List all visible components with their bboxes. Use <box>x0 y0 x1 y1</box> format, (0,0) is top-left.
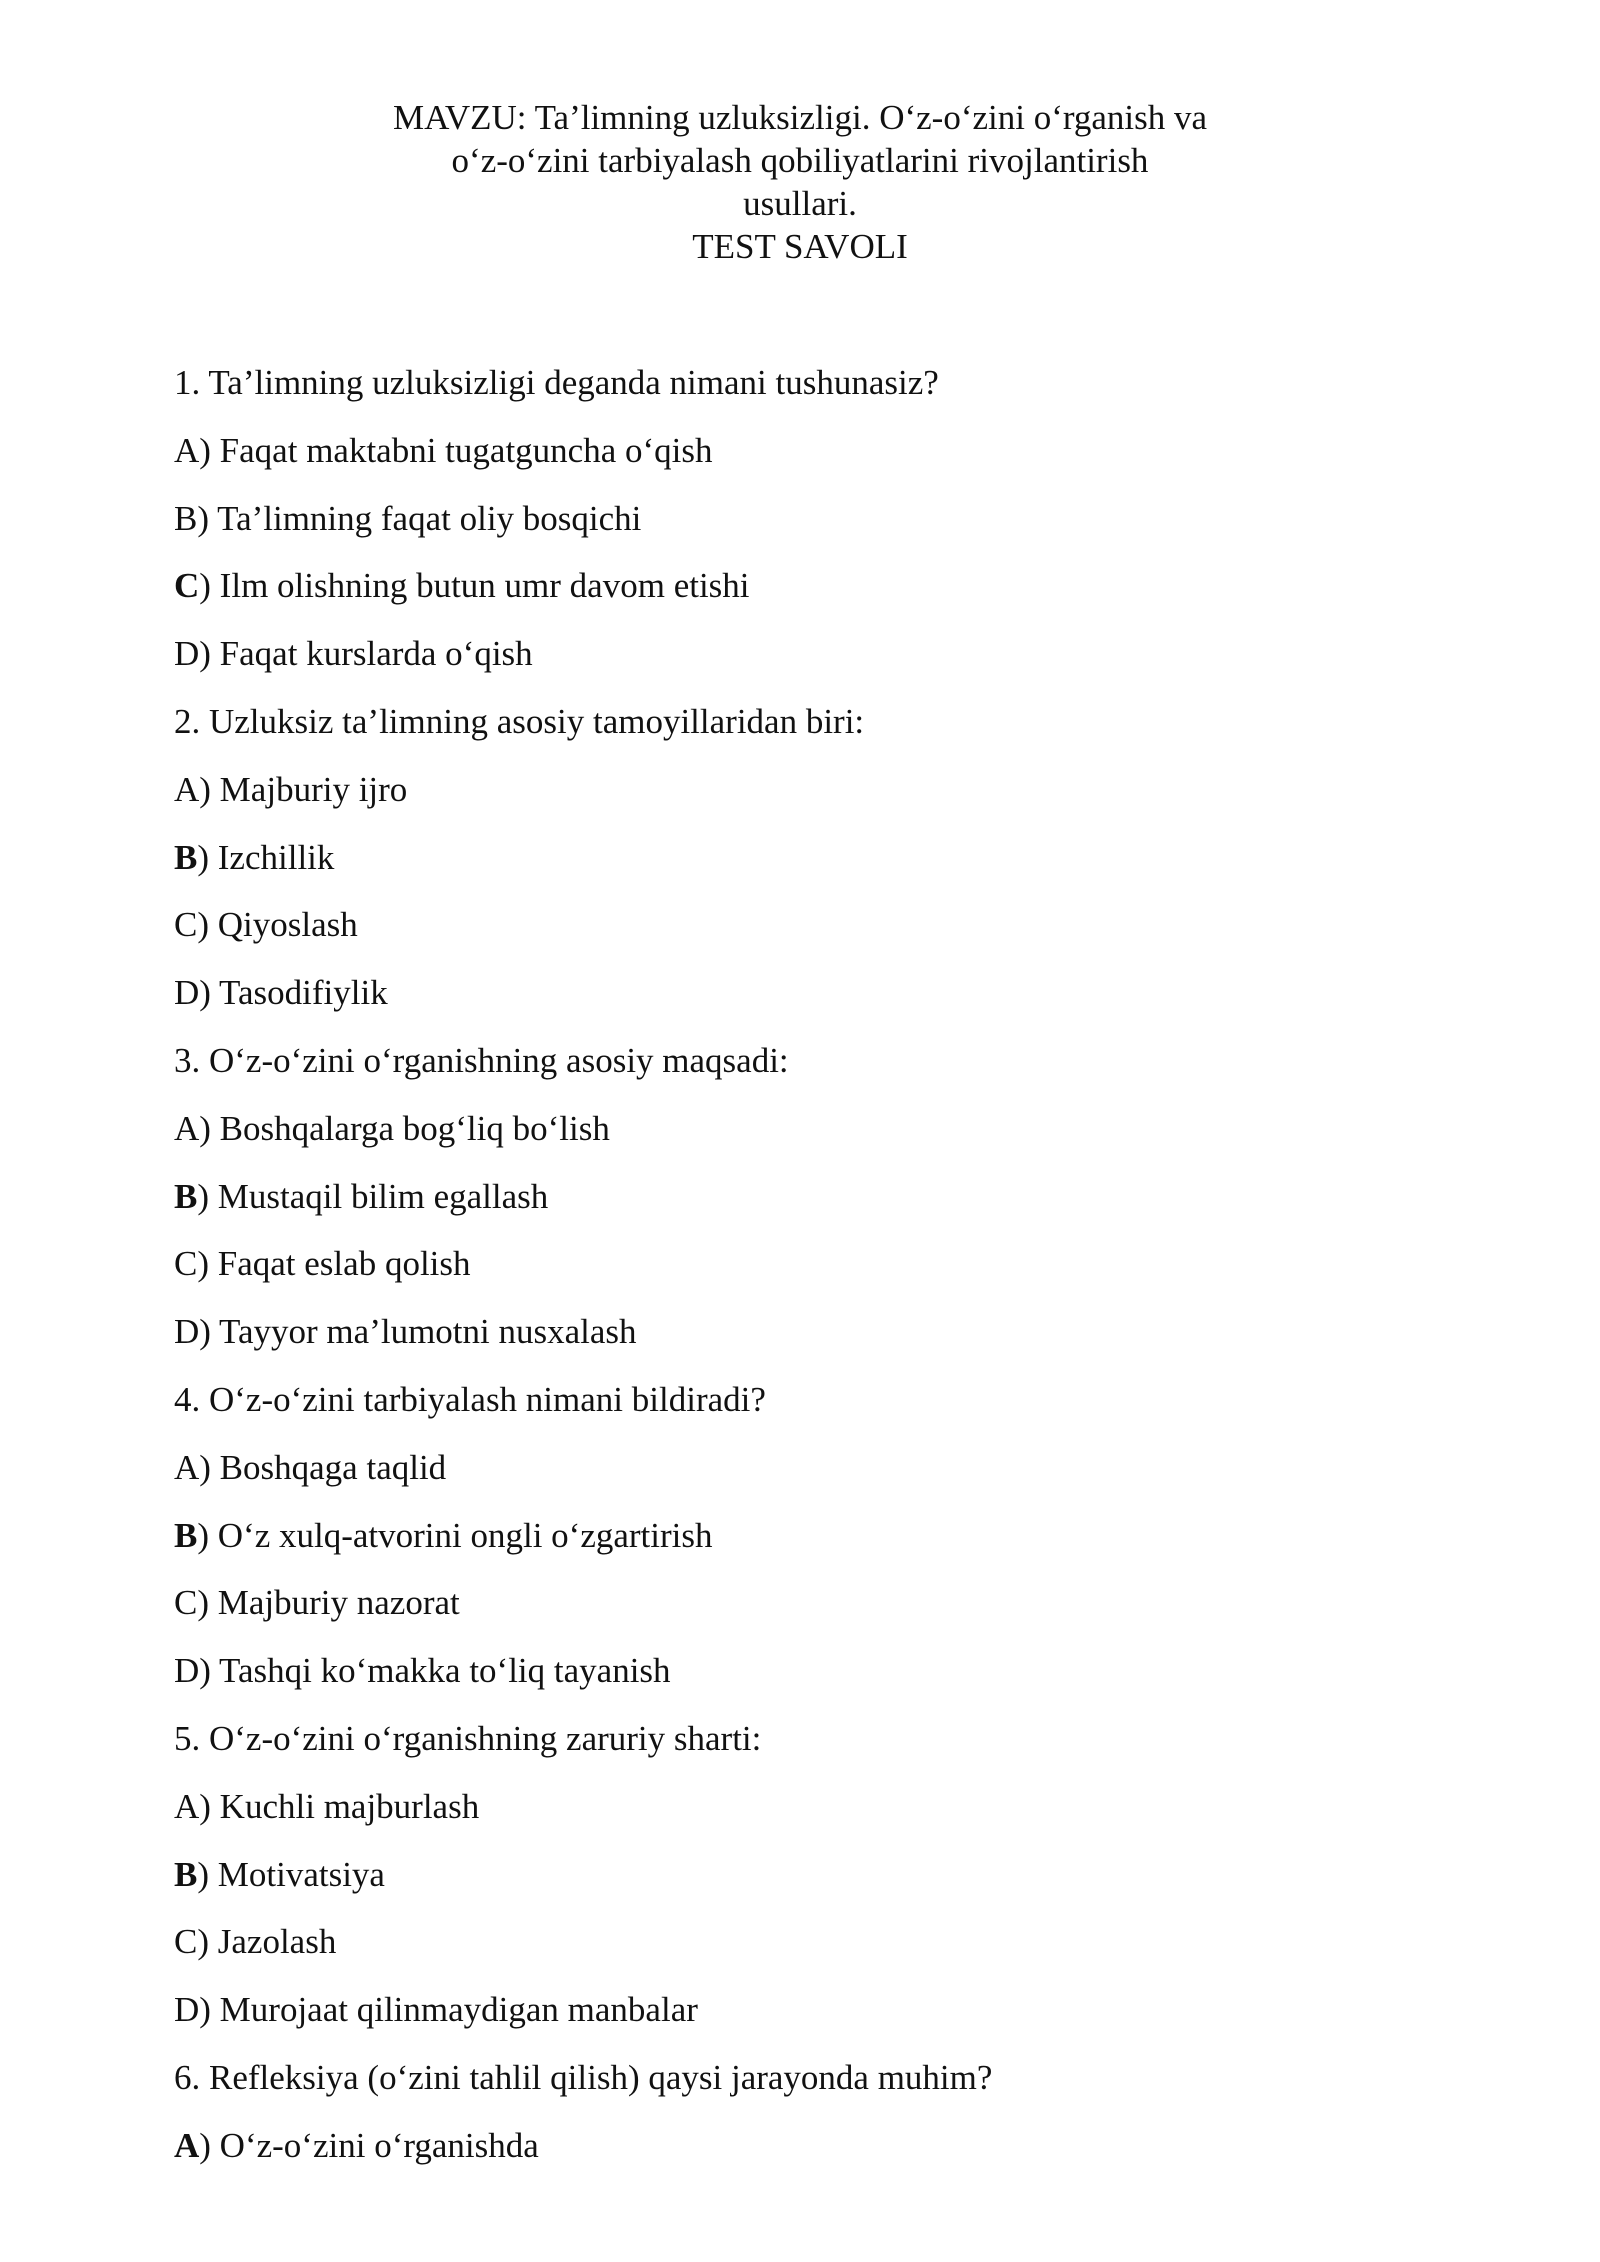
answer-option <box>174 1242 1474 1310</box>
answer-option <box>174 836 1474 904</box>
answer-option <box>174 1988 1474 2056</box>
correct-option-letter: A <box>174 2125 200 2165</box>
option-letter: A <box>174 1786 200 1826</box>
question-list <box>174 361 1474 2192</box>
title-line-2: o‘z-o‘zini tarbiyalash qobiliyatlarini rivojlantirish <box>451 141 1149 180</box>
option-text: ) Motivatsiya <box>197 1854 385 1894</box>
answer-option <box>174 971 1474 1039</box>
option-letter: D <box>174 1651 200 1691</box>
option-letter: B <box>174 498 198 538</box>
option-text: ) Boshqaga taqlid <box>199 1447 447 1487</box>
answer-option <box>174 1581 1474 1649</box>
answer-option <box>174 1920 1474 1988</box>
option-text: ) Tasodifiylik <box>199 973 388 1013</box>
option-letter: A <box>174 769 200 809</box>
question-text: 3. O‘z-o‘zini o‘rganishning asosiy maqsadi: <box>174 1040 789 1080</box>
correct-option-letter: C <box>174 566 200 606</box>
option-letter: C <box>174 1583 198 1623</box>
answer-option <box>174 1310 1474 1378</box>
option-text: ) Tashqi ko‘makka to‘liq tayanish <box>199 1651 671 1691</box>
title-line-1: MAVZU: Ta’limning uzluksizligi. O‘z-o‘zini o‘rganish va <box>392 98 1208 137</box>
question-text: 1. Ta’limning uzluksizligi deganda nimani tushunasiz? <box>174 363 939 402</box>
title-line-4: TEST SAVOLI <box>692 227 908 266</box>
option-letter: C <box>174 1922 198 1962</box>
option-letter: C <box>174 1244 198 1284</box>
correct-option-letter: B <box>174 1854 198 1894</box>
option-text: ) Boshqalarga bog‘liq bo‘lish <box>199 1108 610 1148</box>
answer-option <box>174 1446 1474 1514</box>
option-letter: D <box>174 634 200 674</box>
option-letter: C <box>174 905 198 945</box>
answer-option <box>174 1175 1474 1243</box>
answer-option <box>174 768 1474 836</box>
option-text: ) Majburiy nazorat <box>197 1583 460 1623</box>
question-text: 6. Refleksiya (o‘zini tahlil qilish) qaysi jarayonda muhim? <box>174 2057 993 2097</box>
option-text: ) Jazolash <box>197 1922 337 1962</box>
answer-option <box>174 1785 1474 1853</box>
correct-option-letter: B <box>174 1515 198 1555</box>
question-text: 4. O‘z-o‘zini tarbiyalash nimani bildiradi? <box>174 1379 766 1419</box>
option-letter: A <box>174 1447 200 1487</box>
option-text: ) Faqat eslab qolish <box>197 1244 471 1284</box>
option-text: ) O‘z-o‘zini o‘rganishda <box>199 2125 539 2165</box>
option-text: ) Ta’limning faqat oliy bosqichi <box>197 498 642 538</box>
option-text: ) Mustaqil bilim egallash <box>197 1176 549 1216</box>
answer-option <box>174 1649 1474 1717</box>
answer-option <box>174 1107 1474 1175</box>
option-text: ) Faqat kurslarda o‘qish <box>199 634 533 674</box>
correct-option-letter: B <box>174 1176 198 1216</box>
option-text: ) Qiyoslash <box>197 905 358 945</box>
answer-option <box>174 2124 1474 2192</box>
option-text: ) Faqat maktabni tugatguncha o‘qish <box>199 430 713 470</box>
option-letter: A <box>174 1108 200 1148</box>
answer-option <box>174 1514 1474 1582</box>
option-text: ) Murojaat qilinmaydigan manbalar <box>199 1990 698 2030</box>
option-text: ) Ilm olishning butun umr davom etishi <box>199 566 750 606</box>
answer-option <box>174 1853 1474 1921</box>
option-letter: A <box>174 430 200 470</box>
option-text: ) Izchillik <box>197 837 335 877</box>
option-letter: D <box>174 1312 200 1352</box>
option-text: ) Majburiy ijro <box>199 769 408 809</box>
correct-option-letter: B <box>174 837 198 877</box>
option-text: ) Kuchli majburlash <box>199 1786 480 1826</box>
title-line-3: usullari. <box>743 184 857 223</box>
answer-option <box>174 497 1474 565</box>
answer-option <box>174 429 1474 497</box>
option-text: ) O‘z xulq-atvorini ongli o‘zgartirish <box>197 1515 713 1555</box>
answer-option <box>174 564 1474 632</box>
question-text: 5. O‘z-o‘zini o‘rganishning zaruriy sharti: <box>174 1718 762 1758</box>
answer-option <box>174 903 1474 971</box>
option-letter: D <box>174 1990 200 2030</box>
document-title <box>300 96 1300 268</box>
question-text: 2. Uzluksiz ta’limning asosiy tamoyillaridan biri: <box>174 701 865 741</box>
answer-option <box>174 632 1474 700</box>
option-text: ) Tayyor ma’lumotni nusxalash <box>199 1312 637 1352</box>
option-letter: D <box>174 973 200 1013</box>
